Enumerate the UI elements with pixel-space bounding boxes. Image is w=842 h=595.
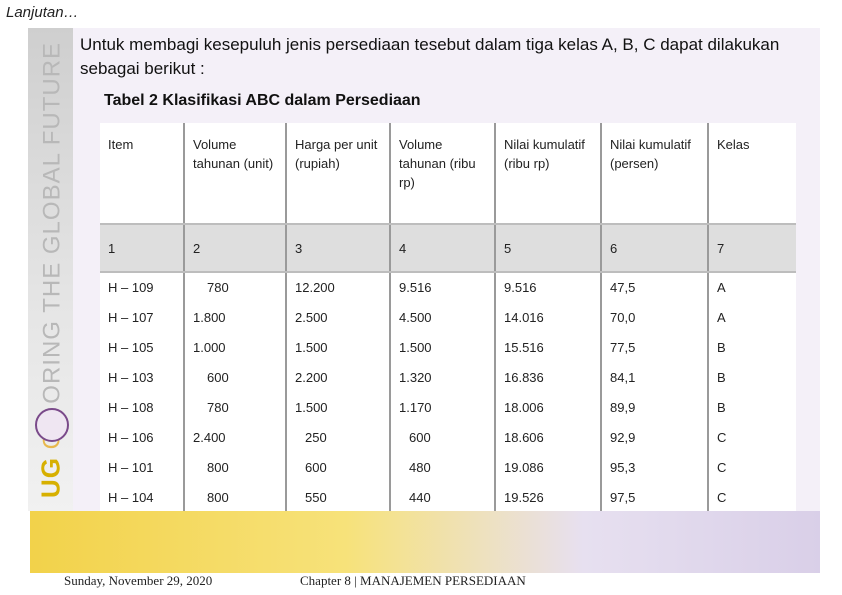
table-cell: 250: [286, 422, 390, 452]
table-cell: C: [708, 452, 796, 482]
table-cell: B: [708, 393, 796, 423]
table-header-row: [100, 123, 796, 224]
column-header: Nilai kumulatif (persen): [601, 123, 708, 224]
table-cell: 780: [184, 393, 286, 423]
table-cell: 92,9: [601, 422, 708, 452]
table-cell: B: [708, 363, 796, 393]
column-header: Volume tahunan (unit): [184, 123, 286, 224]
table-cell: C: [708, 422, 796, 452]
table-cell: C: [708, 482, 796, 512]
footer-chapter: Chapter 8 | MANAJEMEN PERSEDIAAN: [300, 573, 526, 588]
university-seal-icon: [35, 408, 69, 442]
table-cell: 1.000: [184, 333, 286, 363]
table-cell: 800: [184, 452, 286, 482]
table-cell: A: [708, 272, 796, 303]
table-cell: 1.500: [390, 333, 495, 363]
table-row: [100, 363, 796, 393]
banner-text-2: ORING THE GLOBAL FUTURE: [38, 41, 65, 404]
table-cell: 9.516: [390, 272, 495, 303]
banner-logo-text: UG: [35, 456, 65, 498]
table-cell: 1.500: [286, 393, 390, 423]
table-cell: 550: [286, 482, 390, 512]
table-row: [100, 272, 796, 303]
table-cell: 2.500: [286, 303, 390, 333]
table-cell: 600: [184, 363, 286, 393]
table-row: [100, 422, 796, 452]
table-cell: 77,5: [601, 333, 708, 363]
table-cell: 15.516: [495, 333, 601, 363]
table-cell: 84,1: [601, 363, 708, 393]
table-cell: 70,0: [601, 303, 708, 333]
table-cell: 2.200: [286, 363, 390, 393]
table-row: [100, 452, 796, 482]
slide-corner-title: Lanjutan…: [6, 4, 79, 21]
table-cell: 47,5: [601, 272, 708, 303]
table-cell: 600: [286, 452, 390, 482]
table-cell: 440: [390, 482, 495, 512]
table-title: Tabel 2 Klasifikasi ABC dalam Persediaan: [104, 92, 421, 109]
table-cell: H – 101: [108, 459, 154, 475]
column-index-cell: 4: [390, 224, 495, 272]
footer-date: Sunday, November 29, 2020: [64, 573, 213, 588]
table-cell: 97,5: [601, 482, 708, 512]
table-cell: 19.526: [495, 482, 601, 512]
column-index-cell: 2: [184, 224, 286, 272]
table-row: [100, 482, 796, 512]
column-index-cell: 1: [100, 224, 184, 272]
table-cell: 780: [184, 272, 286, 303]
table-cell: H – 109: [108, 280, 154, 296]
table-row: [100, 303, 796, 333]
table-row: [100, 393, 796, 423]
table-cell: 2.400: [184, 422, 286, 452]
table-cell: 18.006: [495, 393, 601, 423]
table-cell: 95,3: [601, 452, 708, 482]
table-cell: 14.016: [495, 303, 601, 333]
column-header: Kelas: [708, 123, 796, 224]
table-cell: B: [708, 333, 796, 363]
column-header: Harga per unit (rupiah): [286, 123, 390, 224]
table-cell: 480: [390, 452, 495, 482]
table-cell: 16.836: [495, 363, 601, 393]
footer-decoration: [30, 511, 820, 573]
column-header: Nilai kumulatif (ribu rp): [495, 123, 601, 224]
table-cell: 4.500: [390, 303, 495, 333]
column-index-cell: 6: [601, 224, 708, 272]
table-cell: H – 104: [108, 489, 154, 505]
table-cell: 1.170: [390, 393, 495, 423]
column-index-cell: 3: [286, 224, 390, 272]
table-cell: 1.800: [184, 303, 286, 333]
table-cell: H – 108: [108, 400, 154, 415]
intro-paragraph: Untuk membagi kesepuluh jenis persediaan tesebut dalam tiga kelas A, B, C dapat dilakukan sebagai berikut :: [80, 35, 780, 78]
table-row: [100, 333, 796, 363]
table-cell: A: [708, 303, 796, 333]
table-cell: H – 103: [108, 370, 154, 386]
table-cell: 9.516: [495, 272, 601, 303]
table-index-row: [100, 224, 796, 272]
column-index-cell: 7: [708, 224, 796, 272]
table-cell: 1.500: [286, 333, 390, 363]
column-header: Volume tahunan (ribu rp): [390, 123, 495, 224]
column-index-cell: 5: [495, 224, 601, 272]
table-cell: 18.606: [495, 422, 601, 452]
table-cell: 19.086: [495, 452, 601, 482]
table-cell: 12.200: [286, 272, 390, 303]
table-cell: H – 106: [108, 429, 154, 445]
table-cell: H – 107: [108, 310, 154, 326]
abc-table-container: [100, 123, 796, 569]
table-cell: 89,9: [601, 393, 708, 423]
abc-classification-table: [100, 123, 796, 572]
column-header: Item: [100, 123, 184, 224]
university-banner: [28, 28, 73, 511]
table-cell: 600: [390, 422, 495, 452]
table-cell: H – 105: [108, 340, 154, 356]
table-cell: 800: [184, 482, 286, 512]
table-cell: 1.320: [390, 363, 495, 393]
